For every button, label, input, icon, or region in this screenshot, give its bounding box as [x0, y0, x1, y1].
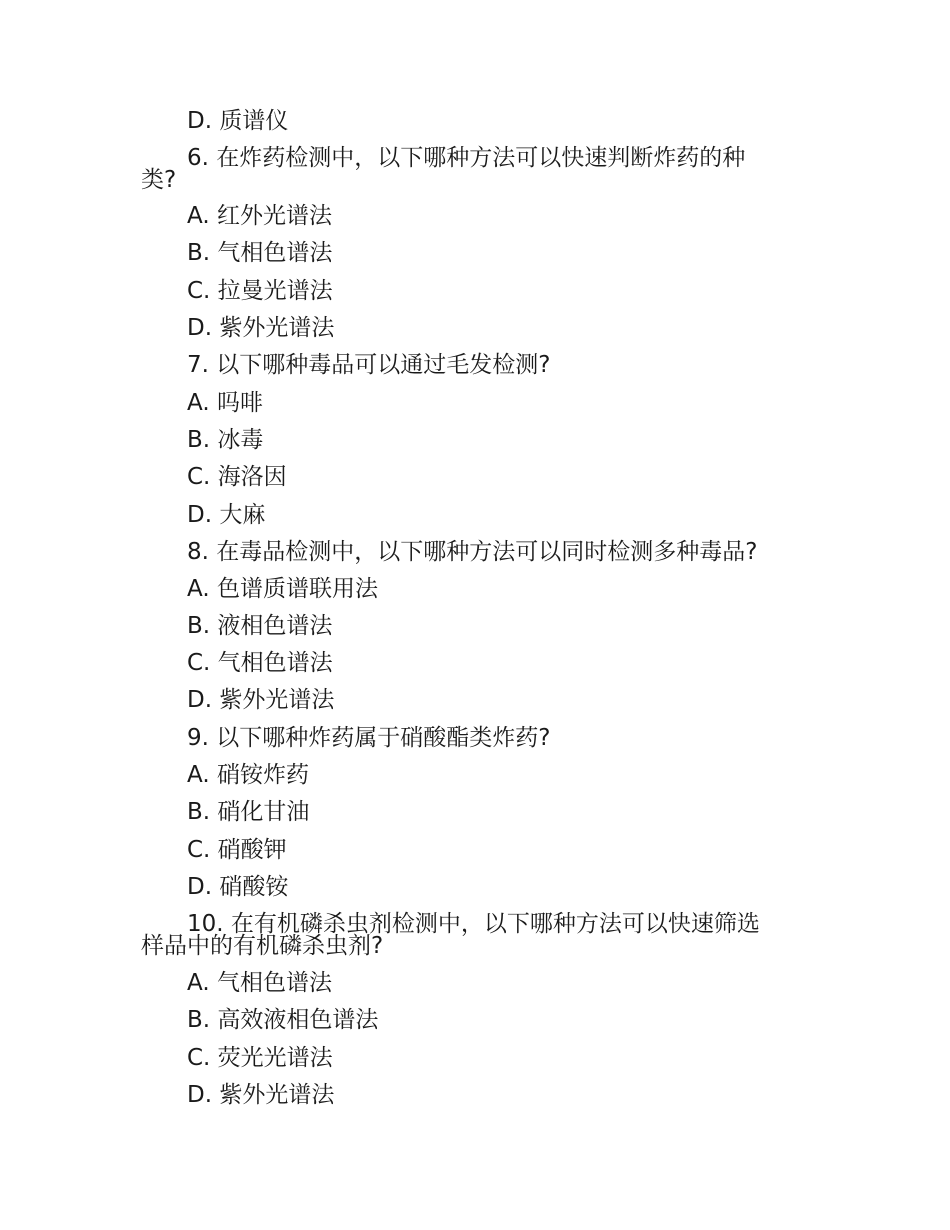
- option-line: D. 质谱仪: [187, 108, 289, 134]
- option-line: C. 硝酸钾: [187, 837, 287, 863]
- option-line: B. 气相色谱法: [187, 240, 333, 266]
- option-line: B. 冰毒: [187, 427, 264, 453]
- question-7: 7. 以下哪种毒品可以通过毛发检测?: [187, 352, 551, 378]
- option-line: D. 紫外光谱法: [187, 1082, 335, 1108]
- option-line: A. 硝铵炸药: [187, 762, 309, 788]
- option-line: A. 红外光谱法: [187, 203, 332, 229]
- option-line: B. 液相色谱法: [187, 613, 333, 639]
- option-line: D. 紫外光谱法: [187, 315, 335, 341]
- option-line: C. 荧光光谱法: [187, 1045, 333, 1071]
- option-line: B. 高效液相色谱法: [187, 1007, 379, 1033]
- option-line: D. 硝酸铵: [187, 874, 289, 900]
- option-line: D. 紫外光谱法: [187, 687, 335, 713]
- option-line: C. 拉曼光谱法: [187, 278, 333, 304]
- option-line: B. 硝化甘油: [187, 799, 310, 825]
- question-10-line-2: 样品中的有机磷杀虫剂?: [141, 933, 384, 959]
- option-line: C. 海洛因: [187, 464, 287, 490]
- question-9: 9. 以下哪种炸药属于硝酸酯类炸药?: [187, 725, 551, 751]
- option-line: A. 气相色谱法: [187, 970, 332, 996]
- question-8: 8. 在毒品检测中，以下哪种方法可以同时检测多种毒品?: [187, 539, 758, 565]
- option-line: C. 气相色谱法: [187, 650, 333, 676]
- question-10-line-1: 10. 在有机磷杀虫剂检测中，以下哪种方法可以快速筛选: [187, 911, 760, 937]
- question-6-line-1: 6. 在炸药检测中，以下哪种方法可以快速判断炸药的种: [187, 145, 746, 171]
- option-line: A. 色谱质谱联用法: [187, 576, 378, 602]
- option-line: A. 吗啡: [187, 390, 263, 416]
- option-line: D. 大麻: [187, 502, 266, 528]
- question-6-line-2: 类?: [141, 167, 177, 193]
